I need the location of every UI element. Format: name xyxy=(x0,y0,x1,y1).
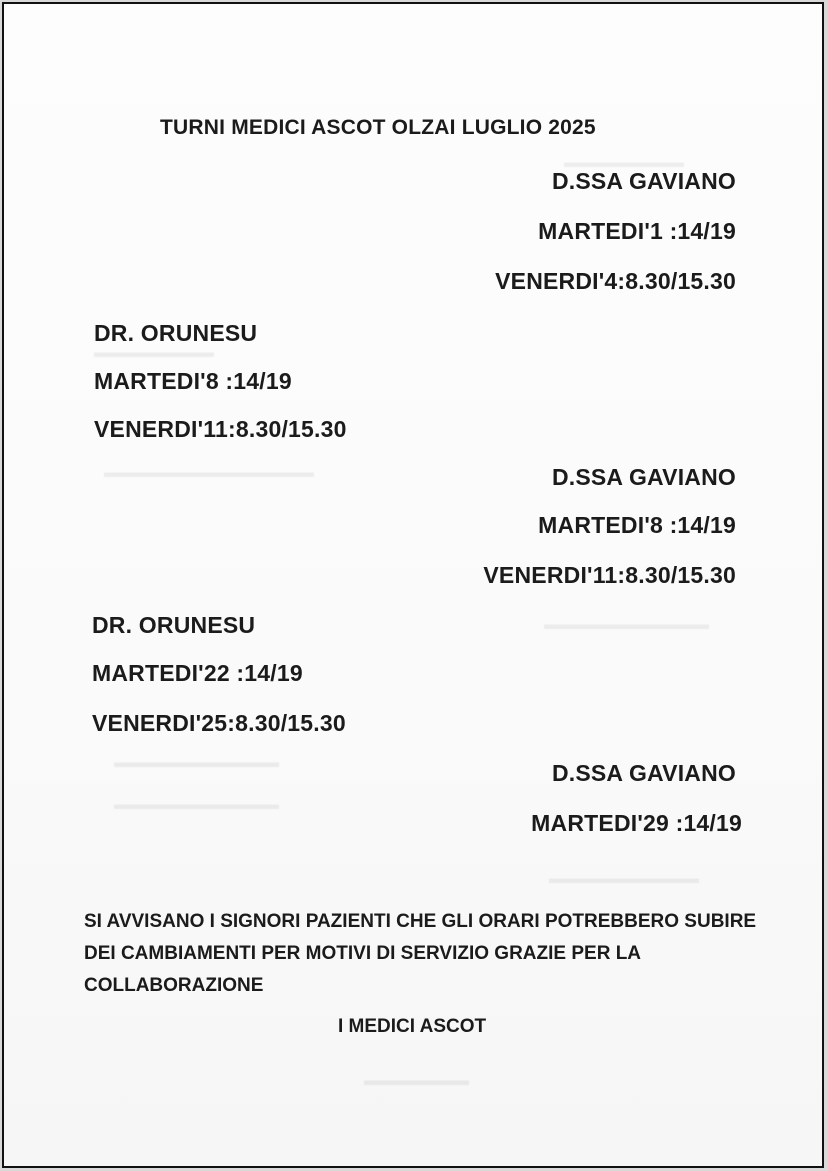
shift-line: VENERDI'11:8.30/15.30 xyxy=(483,562,736,588)
bleed-through: ▬▬▬▬▬▬▬▬▬▬ xyxy=(549,870,699,887)
doctor-name: D.SSA GAVIANO xyxy=(551,464,736,490)
shift-line: MARTEDI'8 :14/19 xyxy=(538,512,736,538)
bleed-through: ▬▬▬▬▬▬▬▬▬▬▬ xyxy=(114,754,279,771)
paper-sheet xyxy=(2,2,824,1168)
signature: I MEDICI ASCOT xyxy=(338,1016,487,1037)
bleed-through: ▬▬▬▬▬▬▬▬▬▬▬ xyxy=(114,796,279,813)
bleed-through: ▬▬▬▬▬▬▬▬ xyxy=(564,154,684,171)
shift-line: VENERDI'11:8.30/15.30 xyxy=(94,416,347,442)
doctor-name: D.SSA GAVIANO xyxy=(551,168,736,194)
bleed-through: ▬▬▬▬▬▬▬▬▬▬▬ xyxy=(544,616,709,633)
bleed-through: ▬▬▬▬▬▬▬ xyxy=(364,1072,469,1089)
shift-line: MARTEDI'29 :14/19 xyxy=(531,810,742,836)
doctor-name: D.SSA GAVIANO xyxy=(551,760,736,786)
doctor-name: DR. ORUNESU xyxy=(94,320,258,346)
bleed-through: ▬▬▬▬▬▬▬▬▬▬▬▬▬▬ xyxy=(104,464,314,481)
doctor-name: DR. ORUNESU xyxy=(92,612,256,638)
shift-line: MARTEDI'8 :14/19 xyxy=(94,368,292,394)
shift-line: VENERDI'25:8.30/15.30 xyxy=(92,710,346,736)
shift-line: MARTEDI'22 :14/19 xyxy=(92,660,303,686)
shift-line: MARTEDI'1 :14/19 xyxy=(538,218,736,244)
shift-line: VENERDI'4:8.30/15.30 xyxy=(495,268,736,294)
page-title: TURNI MEDICI ASCOT OLZAI LUGLIO 2025 xyxy=(160,116,596,139)
notice-text: SI AVVISANO I SIGNORI PAZIENTI CHE GLI ORARI POTREBBERO SUBIRE DEI CAMBIAMENTI PER MOTIVI DI SERVIZIO GRAZIE PER LA COLLABORAZIONE xyxy=(84,911,757,996)
bleed-through: ▬▬▬▬▬▬▬▬ xyxy=(94,344,214,361)
